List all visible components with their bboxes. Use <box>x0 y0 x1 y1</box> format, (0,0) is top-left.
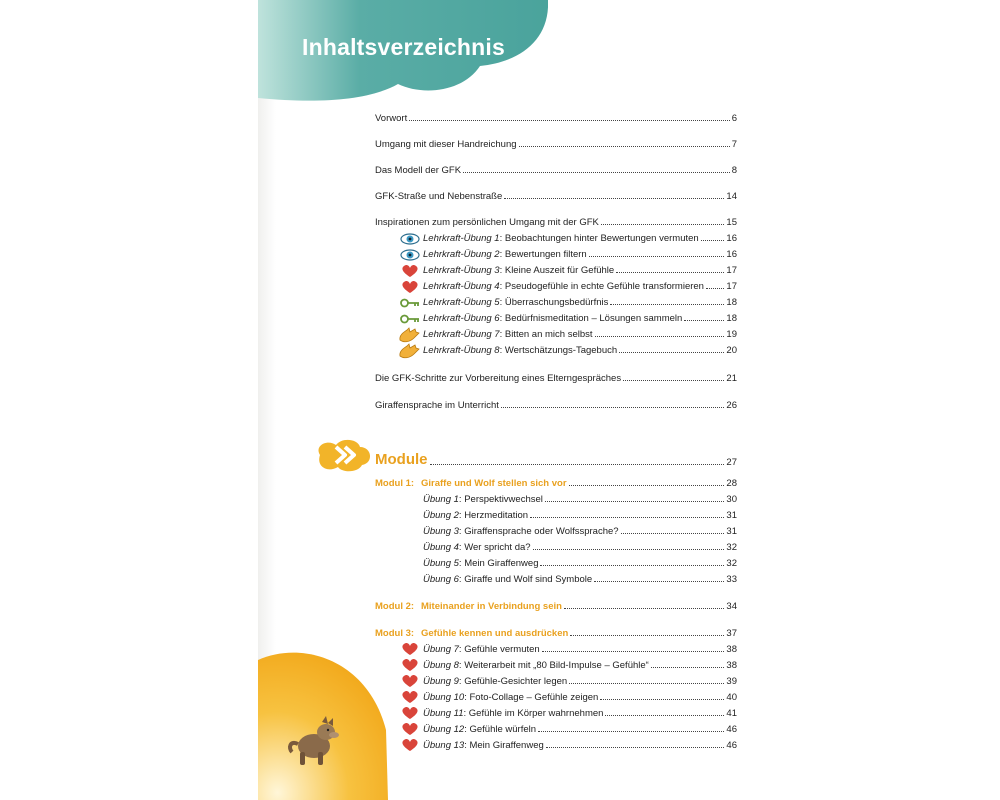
toc-entry[interactable]: Lehrkraft-Übung 2: Bewertungen filtern 16 <box>423 249 737 260</box>
heart-icon <box>400 706 420 720</box>
toc-entry[interactable]: Übung 7: Gefühle vermuten 38 <box>423 644 737 655</box>
heart-icon <box>400 674 420 688</box>
eye-icon <box>400 248 420 262</box>
toc-entry[interactable]: Übung 10: Foto-Collage – Gefühle zeigen 40 <box>423 692 737 703</box>
toc-entry[interactable]: Umgang mit dieser Handreichung 7 <box>375 139 737 150</box>
toc-entry[interactable]: Übung 12: Gefühle würfeln 46 <box>423 724 737 735</box>
toc-entry[interactable]: Lehrkraft-Übung 5: Überraschungsbedürfnis 18 <box>423 297 737 308</box>
key-icon <box>400 312 420 326</box>
toc-entry[interactable]: Übung 4: Wer spricht da? 32 <box>423 542 737 553</box>
heart-icon <box>400 722 420 736</box>
toc-entry[interactable]: Übung 9: Gefühle-Gesichter legen 39 <box>423 676 737 687</box>
toc-entry[interactable]: Übung 2: Herzmeditation 31 <box>423 510 737 521</box>
toc-entry[interactable]: Lehrkraft-Übung 7: Bitten an mich selbst 19 <box>423 329 737 340</box>
toc-entry[interactable]: Übung 13: Mein Giraffenweg 46 <box>423 740 737 751</box>
heart-icon <box>400 738 420 752</box>
toc-entry[interactable]: Lehrkraft-Übung 4: Pseudogefühle in echte Gefühle transformieren 17 <box>423 281 737 292</box>
wolf-illustration <box>286 716 340 768</box>
toc-entry[interactable]: Lehrkraft-Übung 3: Kleine Auszeit für Gefühle 17 <box>423 265 737 276</box>
toc-entry[interactable]: Übung 8: Weiterarbeit mit „80 Bild-Impulse – Gefühle“ 38 <box>423 660 737 671</box>
toc-entry[interactable]: Übung 3: Giraffensprache oder Wolfssprache? 31 <box>423 526 737 537</box>
toc-entry[interactable]: Lehrkraft-Übung 8: Wertschätzungs-Tagebuch 20 <box>423 345 737 356</box>
toc-entry[interactable]: Lehrkraft-Übung 1: Beobachtungen hinter Bewertungen vermuten 16 <box>423 233 737 244</box>
heart-icon <box>400 280 420 294</box>
toc-entry[interactable]: Übung 11: Gefühle im Körper wahrnehmen 41 <box>423 708 737 719</box>
toc-module-heading[interactable]: Modul 3: Gefühle kennen und ausdrücken 37 <box>375 628 737 639</box>
hands-icon <box>398 342 420 360</box>
toc-entry[interactable]: Vorwort 6 <box>375 113 737 124</box>
toc-entry[interactable]: Übung 1: Perspektivwechsel 30 <box>423 494 737 505</box>
key-icon <box>400 296 420 310</box>
heart-icon <box>400 642 420 656</box>
toc-entry[interactable]: Giraffensprache im Unterricht 26 <box>375 400 737 411</box>
toc-module-heading[interactable]: Modul 2: Miteinander in Verbindung sein 34 <box>375 601 737 612</box>
modules-chevron-icon <box>314 437 374 473</box>
toc-entry[interactable]: Übung 6: Giraffe und Wolf sind Symbole 33 <box>423 574 737 585</box>
toc-entry[interactable]: GFK-Straße und Nebenstraße 14 <box>375 191 737 202</box>
page-title: Inhaltsverzeichnis <box>302 34 506 60</box>
heart-icon <box>400 690 420 704</box>
toc-entry[interactable]: Das Modell der GFK 8 <box>375 165 737 176</box>
toc-entry[interactable]: Lehrkraft-Übung 6: Bedürfnismeditation – Lösungen sammeln 18 <box>423 313 737 324</box>
heart-icon <box>400 264 420 278</box>
heart-icon <box>400 658 420 672</box>
toc-entry[interactable]: Die GFK-Schritte zur Vorbereitung eines Elterngespräches 21 <box>375 373 737 384</box>
eye-icon <box>400 232 420 246</box>
toc-entry[interactable]: Inspirationen zum persönlichen Umgang mit der GFK 15 <box>375 217 737 228</box>
book-page <box>258 0 780 800</box>
toc-modules-entry[interactable]: Module 27 <box>375 451 737 468</box>
toc-module-heading[interactable]: Modul 1: Giraffe und Wolf stellen sich vor 28 <box>375 478 737 489</box>
toc-entry[interactable]: Übung 5: Mein Giraffenweg 32 <box>423 558 737 569</box>
